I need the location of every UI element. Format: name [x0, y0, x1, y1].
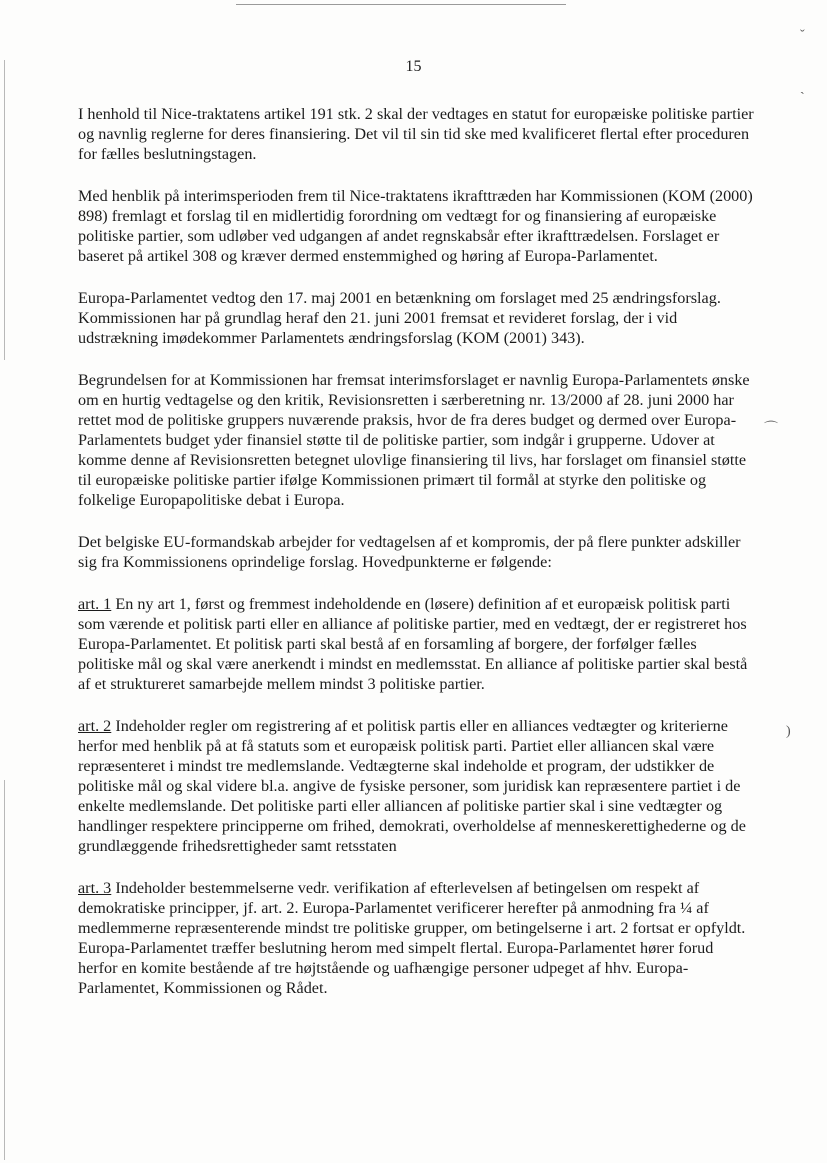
- scan-artifact-left-edge-lower: [4, 780, 5, 1160]
- page-number: 15: [405, 58, 422, 75]
- article-1-ref: art. 1: [78, 595, 112, 613]
- paragraph: Med henblik på interimsperioden frem til Nice-traktatens ikrafttræden har Kommissionen (KOM (2000) 898) fremlagt et forslag til en midlertidig forordning om vedtægt for og finansiering af europæiske politiske partier, som udløber ved udgangen af andet regnskabsår efter ikrafttrædelsen. Forslaget er baseret på artikel 308 og kræver dermed enstemmighed og høring af Europa-Parlamentet.: [78, 187, 753, 265]
- article-1-text: En ny art 1, først og fremmest indeholdende en (løsere) definition af et europæisk politisk parti som værende et politisk parti eller en alliance af politiske partier, med en vedtægt, der er registreret hos Europa-Parlamentet. Et politisk parti skal bestå af en forsamling af borgere, der forfølger fælles politiske mål og skal være anerkendt i mindst en medlemsstat. En alliance af politiske partier skal bestå af et struktureret samarbejde mellem mindst 3 politiske partier.: [78, 595, 748, 693]
- article-3-paragraph: [78, 878, 756, 998]
- paragraph: I henhold til Nice-traktatens artikel 191 stk. 2 skal der vedtages en statut for europæiske politiske partier og navnlig reglerne for deres finansiering. Det vil til sin tid ske med kvalificeret flertal efter proceduren for fælles beslutningstagen.: [78, 105, 754, 163]
- article-1-paragraph: [78, 594, 756, 694]
- article-2-text: Indeholder regler om registrering af et politisk partis eller en alliances vedtægter og kriterierne herfor med henblik på at få statuts som et europæisk politisk parti. Partiet eller alliancen skal være repræsenteret i mindst tre medlemslande. Vedtægterne skal indeholde et program, der udstikker de politiske mål og skal videre bl.a. angive de fysiske personer, som juridisk kan repræsentere partiet i de enkelte medlemslande. Det politiske parti eller alliancen af politiske partier skal i sine vedtægter og handlinger respektere principperne om frihed, demokrati, overholdelse af menneskerettighederne og de grundlæggende frihedsrettigheder samt retsstaten: [78, 717, 746, 855]
- paragraph: Begrundelsen for at Kommissionen har fremsat interimsforslaget er navnlig Europa-Parlamentets ønske om en hurtig vedtagelse og den kritik, Revisionsretten i særberetning nr. 13/2000 af 28. juni 2000 har rettet mod de politiske gruppers nuværende praksis, hvor de fra deres budget og dermed over Europa-Parlamentets budget yder finansiel støtte til de politiske partier, som indgår i grupperne. Udover at komme denne af Revisionsretten betegnet ulovlige finansiering til livs, har forslaget om finansiel støtte til europæiske politiske partier ifølge Kommissionen primært til formål at styrke den politiske og folkelige Europapolitiske debat i Europa.: [78, 371, 750, 509]
- scan-mark: ˇ: [800, 28, 805, 43]
- article-2-ref: art. 2: [78, 717, 112, 735]
- scan-mark: ): [786, 724, 791, 739]
- scan-mark: ⌒: [764, 422, 778, 437]
- scan-artifact-top-line: [236, 4, 566, 5]
- article-3-ref: art. 3: [78, 879, 112, 897]
- article-2-paragraph: [78, 716, 756, 856]
- paragraph: Europa-Parlamentet vedtog den 17. maj 2001 en betænkning om forslaget med 25 ændringsforslag. Kommissionen har på grundlag heraf den 21. juni 2001 fremsat et revideret forslag, der i vid udstrækning imødekommer Parlamentets ændringsforslag (KOM (2001) 343).: [78, 289, 721, 347]
- scan-artifact-left-edge: [4, 60, 5, 360]
- document-body: [78, 104, 756, 1020]
- scan-mark: ˎ: [800, 80, 805, 95]
- paragraph: Det belgiske EU-formandskab arbejder for vedtagelsen af et kompromis, der på flere punkter adskiller sig fra Kommissionens oprindelige forslag. Hovedpunkterne er følgende:: [78, 533, 741, 571]
- article-3-text: Indeholder bestemmelserne vedr. verifikation af efterlevelsen af betingelsen om respekt af demokratiske principper, jf. art. 2. Europa-Parlamentet verificerer herefter på anmodning fra ¼ af medlemmerne repræsenterende mindst tre politiske grupper, om betingelserne i art. 2 fortsat er opfyldt. Europa-Parlamentet træffer beslutning herom med simpelt flertal. Europa-Parlamentet hører forud herfor en komite bestående af tre højtstående og uafhængige personer udpeget af hhv. Europa-Parlamentet, Kommissionen og Rådet.: [78, 879, 746, 997]
